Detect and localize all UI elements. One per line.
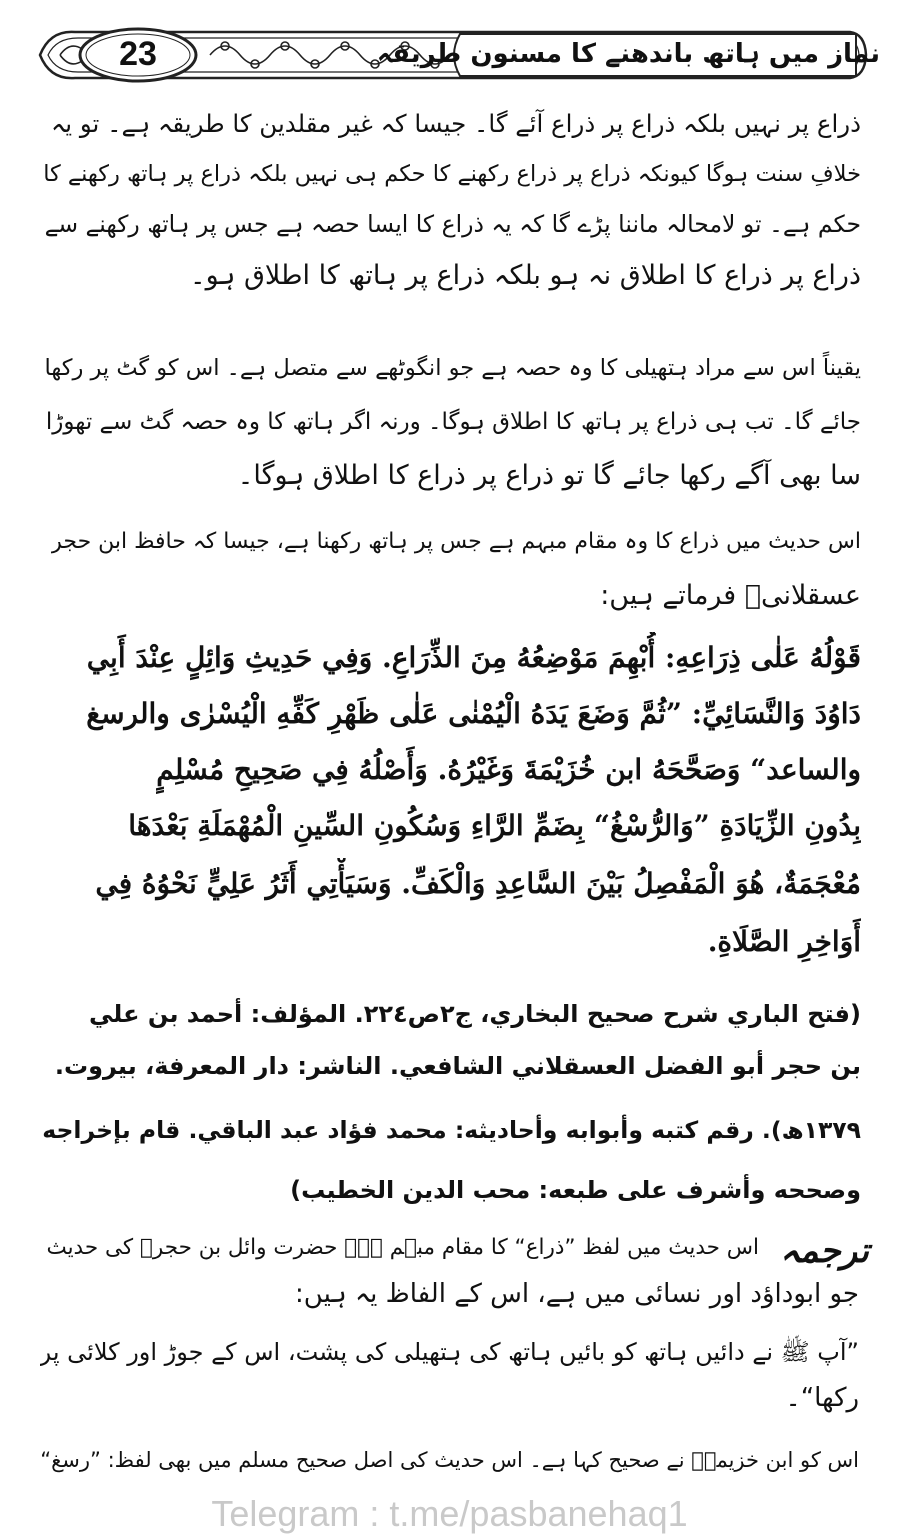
arabic-quote-line: مُعْجَمَةٌ، هُوَ الْمَفْصِلُ بَيْنَ السَّاعِدِ وَالْكَفِّ. وَسَيَأْتِي أَثَرُ عَلِيٍّ نَحْوُهُ فِي xyxy=(95,867,861,900)
body-line: یقیناً اس سے مراد ہتھیلی کا وہ حصہ ہے جو انگوٹھے سے متصل ہے۔ اس کو گٹ پر رکھا xyxy=(44,355,861,381)
arabic-quote-line: والساعد“ وَصَحَّحَهُ ابن خُزَيْمَةَ وَغَيْرُهُ. وَأَصْلُهُ فِي صَحِيحِ مُسْلِمٍ xyxy=(156,753,861,786)
citation-line: ١٣٧٩ھ). رقم كتبه وأبوابه وأحاديثه: محمد فؤاد عبد الباقي. قام بإخراجه xyxy=(42,1116,861,1144)
page-title: نماز میں ہاتھ باندھنے کا مسنون طریقہ xyxy=(376,39,880,69)
citation-line: بن حجر أبو الفضل العسقلاني الشافعي. الناشر: دار المعرفة، بيروت. xyxy=(54,1052,861,1080)
page-header xyxy=(30,22,880,88)
translation-line: جو ابوداؤد اور نسائی میں ہے، اس کے الفاظ یہ ہیں: xyxy=(295,1279,859,1309)
arabic-quote-line: بِدُونِ الزِّيَادَةِ ”وَالرُّسْغُ“ بِضَمِّ الرَّاءِ وَسُكُونِ السِّينِ الْمُهْمَلَةِ بَعْدَهَا xyxy=(128,809,861,842)
translation-line: ”آپ ﷺ نے دائیں ہاتھ کو بائیں ہاتھ کی ہتھیلی کی پشت، اس کے جوڑ اور کلائی پر xyxy=(39,1338,859,1366)
body-line: جائے گا۔ تب ہی ذراع پر ہاتھ کا اطلاق ہوگا۔ ورنہ اگر ہاتھ کا وہ حصہ گٹ سے تھوڑا xyxy=(45,409,861,435)
telegram-watermark: Telegram : t.me/pasbanehaq1 xyxy=(211,1493,688,1534)
citation-line: وصححه وأشرف على طبعه: محب الدين الخطيب) xyxy=(290,1176,861,1204)
body-line: عسقلانیؒ فرماتے ہیں: xyxy=(600,580,861,611)
citation-line: (فتح الباري شرح صحيح البخاري، ج٢ص٢٢٤. المؤلف: أحمد بن علي xyxy=(89,1000,861,1028)
body-line: اس حدیث میں ذراع کا وہ مقام مبہم ہے جس پر ہاتھ رکھنا ہے، جیسا کہ حافظ ابن حجر xyxy=(51,529,861,554)
page-number: 23 xyxy=(119,35,157,73)
translation-line: رکھا“۔ xyxy=(785,1383,859,1413)
body-line: سا بھی آگے رکھا جائے گا تو ذراع پر ذراع کا اطلاق ہوگا۔ xyxy=(237,460,861,491)
arabic-quote-line: دَاوُدَ وَالنَّسَائِيِّ: ”ثُمَّ وَضَعَ يَدَهُ الْيُمْنٰى عَلٰى ظَهْرِ كَفِّهِ الْيُسْرٰى والرسغ xyxy=(86,697,861,730)
arabic-quote-line: أَوَاخِرِ الصَّلَاةِ. xyxy=(707,925,861,958)
translation-line: اس کو ابن خزیمہؒ نے صحیح کہا ہے۔ اس حدیث کی اصل صحیح مسلم میں بھی لفظ: ”رسغ“ xyxy=(40,1448,859,1472)
translation-label: ترجمہ xyxy=(780,1231,869,1271)
body-line: ذراع پر ذراع کا اطلاق نہ ہو بلکہ ذراع پر ہاتھ کا اطلاق ہو۔ xyxy=(189,260,861,291)
body-line: ذراع پر نہیں بلکہ ذراع پر ذراع آئے گا۔ جیسا کہ غیر مقلدین کا طریقہ ہے۔ تو یہ xyxy=(50,109,861,138)
body-line: خلافِ سنت ہوگا کیونکہ ذراع پر ذراع رکھنے کا حکم ہی نہیں بلکہ ذراع پر ہاتھ رکھنے کا xyxy=(43,161,861,187)
arabic-quote-line: قَوْلُهُ عَلٰى ذِرَاعِهِ: أُبْهِمَ مَوْضِعُهُ مِنَ الذِّرَاعِ. وَفِي حَدِيثِ وَائِلٍ عِنْدَ أَبِي xyxy=(86,641,861,674)
body-line: حکم ہے۔ تو لامحالہ ماننا پڑے گا کہ یہ ذراع کا ایسا حصہ ہے جس پر ہاتھ رکھنے سے xyxy=(44,210,861,238)
translation-line: اس حدیث میں لفظ ”ذراع“ کا مقام مبہم ہے۔ حضرت وائل بن حجرؓ کی حدیث xyxy=(46,1235,759,1260)
